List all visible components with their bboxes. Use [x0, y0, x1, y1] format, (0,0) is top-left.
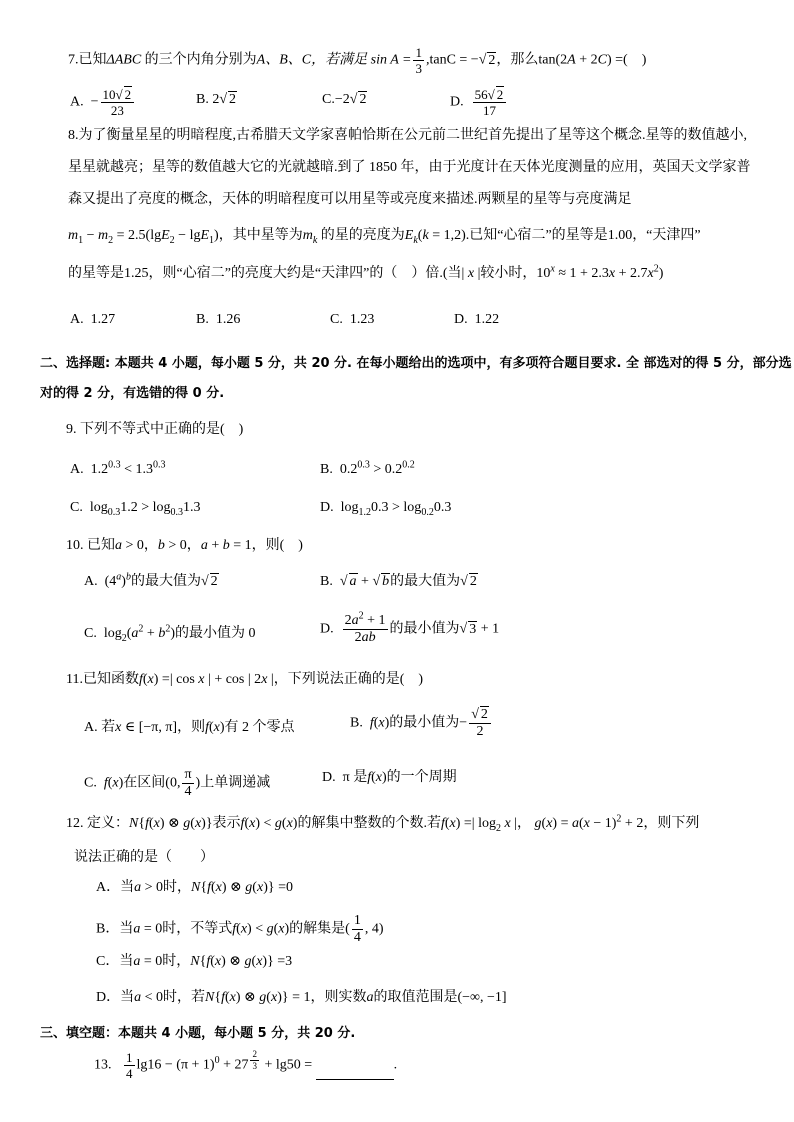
q8-line4: $m_1 - m_2 = 2.5(\lg E_2 - \lg E_1)$，其中星等为$m_k$ 的星的亮度为$E_k(k = 1,2)$.已知“心宿二”的星等是1.00，“天津四”	[68, 228, 701, 246]
q9-stem: 9. 下列不等式中正确的是( )	[66, 422, 244, 437]
q10-option-d: D. $\frac{2a^2 + 1}{2ab}$ 的最小值为√ 3 + 1	[320, 610, 500, 645]
q12-option-a: A．当a > 0时，N{f(x) ⊗ g(x)} =0	[96, 880, 293, 895]
q8-option-b: B. 1.26	[196, 312, 241, 327]
q9-option-c: C. $\log_{0.3}1.2 > \log_{0.3}1.3$	[70, 500, 201, 518]
q11-option-d: D. π 是f(x)的一个周期	[322, 770, 457, 785]
q7-suffix: ，那么	[496, 52, 539, 68]
q10-stem: 10. 已知a > 0，b > 0，a + b = 1，则( )	[66, 538, 303, 553]
q11-option-a: A. 若x ∈ [−π, π]，则f(x)有 2 个零点	[84, 720, 295, 735]
q10-option-b: B. √ a + √ b的最大值为√ 2	[320, 574, 477, 589]
q7-option-d: D. $\frac{56√ 2}{17}$	[450, 88, 508, 117]
q7-option-c: C.−2√ 2	[322, 92, 367, 107]
section3-heading: 三、填空题：本题共 4 小题，每小题 5 分，共 20 分.	[40, 1026, 356, 1041]
q13-answer-blank[interactable]	[316, 1065, 394, 1080]
q7-option-b: B. 2√ 2	[196, 92, 237, 107]
q8-line1: 8.为了衡量星星的明暗程度,古希腊天文学家喜帕恰斯在公元前二世纪首先提出了星等这个概念.星等的数值越小,	[68, 128, 747, 143]
q12-option-b: B．当a = 0时，不等式f(x) < g(x)的解集是( $\frac{1}{4}$ , 4)	[96, 913, 384, 945]
q7-vertices: A、B、C，若满足	[256, 52, 368, 68]
q11-option-c: C. f(x)在区间(0, $\frac{\pi}{4}$ )上单调递减	[84, 767, 271, 799]
q7-prefix: 7.已知	[68, 52, 107, 68]
q12-stem: 12. 定义：N{f(x) ⊗ g(x)}表示f(x) < g(x)的解集中整数的个数.若f(x) =| $\log_2 x$ |， $g(x) = a(x - 1)^2 + 2$，则下列	[66, 813, 700, 834]
q13-stem: 13. $\frac{1}{4}$ $\lg 16 - (\pi + 1)^0 + 27$ $^{\frac{2}{3}}$ + lg50 = .	[94, 1049, 398, 1081]
q8-option-a: A. 1.27	[70, 312, 116, 327]
q8-line3: 森又提出了亮度的概念，天体的明暗程度可以用星等或亮度来描述.两颗星的星等与亮度满足	[68, 192, 632, 207]
q8-option-d: D. 1.22	[454, 312, 500, 327]
q11-option-b: B. f(x)的最小值为− $\frac{√ 2}{2}$	[350, 708, 493, 739]
q9-option-d: D. $\log_{1.2}0.3 > \log_{0.2}0.3$	[320, 500, 452, 518]
q9-option-b: B. $0.2^{0.3} > 0.2^{0.2}$	[320, 459, 415, 477]
section2-heading-line2: 对的得 2 分，有选错的得 0 分.	[40, 386, 225, 401]
q8-line5: 的星等是1.25，则“心宿二”的亮度大约是“天津四”的（ ）倍.(当| x |较小时，$10^x \approx 1 + 2.3x + 2.7x^2$)	[68, 263, 664, 281]
q7-option-a: A. − $\frac{10√ 2}{23}$	[70, 88, 136, 117]
q9-option-a: A. $1.2^{0.3} < 1.3^{0.3}$	[70, 459, 166, 477]
q8-line2: 星星就越亮；星等的数值越大它的光就越暗.到了 1850 年，由于光度计在天体光度测量的应用，英国天文学家普	[68, 160, 751, 175]
q10-option-c: C. $\log_2(a^2 + b^2)$的最小值为 0	[84, 623, 256, 644]
q12-option-c: C．当a = 0时，N{f(x) ⊗ g(x)} =3	[96, 954, 293, 969]
q12-option-d: D．当a < 0时，若N{f(x) ⊗ g(x)} = 1，则实数a的取值范围是(−∞, −1]	[96, 990, 507, 1005]
section2-heading: 二、选择题: 本题共 4 小题，每小题 5 分，共 20 分. 在每小题给出的选项中，有多项符合题目要求. 全 部选对的得 5 分，部分选	[40, 356, 792, 371]
q8-option-c: C. 1.23	[330, 312, 375, 327]
q10-option-a: A. $(4^a)^b$的最大值为√ 2	[84, 571, 218, 589]
q7-stem: 7.已知ΔABC 的三个内角分别为A、B、C，若满足 sin A = $\frac{1}{3}$ ,tanC = −√ 2，那么tan(2A + 2C) =( )	[68, 45, 647, 76]
q7-mid: 的三个内角分别为	[144, 52, 257, 68]
q12-stem-line2: 说法正确的是（ ）	[74, 850, 214, 865]
q7-paren: ( )	[623, 52, 647, 68]
q11-stem: 11.已知函数f(x) =| cos x | + cos | 2x |，下列说法正确的是( )	[66, 672, 424, 687]
